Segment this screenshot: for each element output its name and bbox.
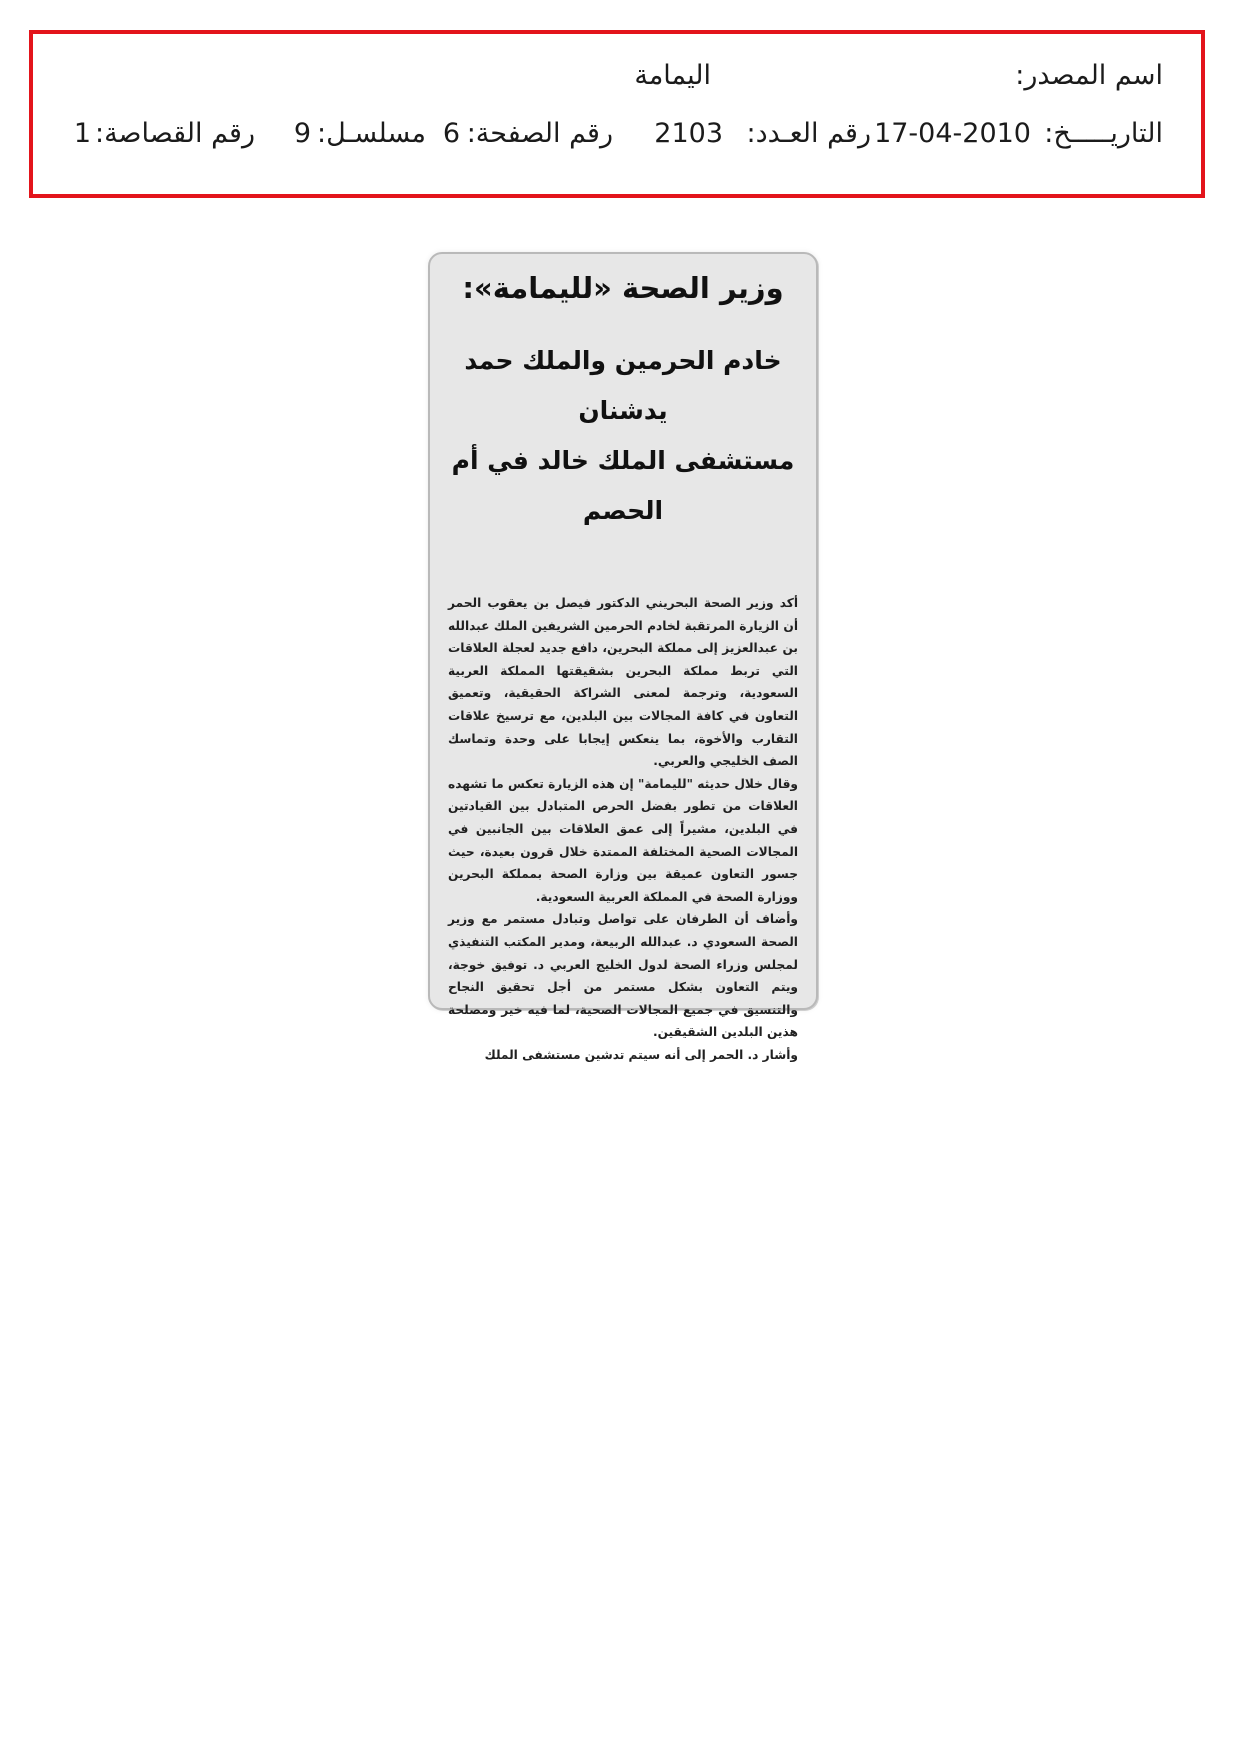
headline-line-1: خادم الحرمين والملك حمد يدشنان — [464, 346, 782, 425]
date-value: 17-04-2010 — [874, 118, 1031, 149]
clip-label: رقم القصاصة: — [94, 118, 255, 149]
newspaper-clipping — [428, 252, 818, 1062]
article-paragraph: وقال خلال حديثه "لليمامة" إن هذه الزيارة تعكس ما تشهده العلاقات من تطور بفضل الحرص المتبادل بين القيادتين في البلدين، مشيراً إلى عمق العلاقات بين الجانبين في المجالات الصحية المختلفة الممتدة خلال قرون بعيدة، حيث جسور التعاون عميقة بين وزارة الصحة بمملكة البحرين ووزارة الصحة في المملكة العربية السعودية. — [448, 776, 798, 904]
page-value: 6 — [442, 118, 460, 149]
article-kicker: وزير الصحة «لليمامة»: — [462, 271, 784, 305]
serial-value: 9 — [293, 118, 311, 149]
issue-value: 2103 — [654, 118, 723, 149]
metadata-row-details — [33, 114, 1201, 154]
source-label: اسم المصدر: — [1015, 60, 1163, 91]
source-value: اليمامة — [634, 60, 711, 91]
article-headline — [448, 336, 798, 536]
metadata-row-source — [33, 56, 1201, 96]
article-paragraph: وأضاف أن الطرفان على تواصل وتبادل مستمر مع وزير الصحة السعودي د. عبدالله الربيعة، ومدير المكتب التنفيذي لمجلس وزراء الصحة لدول الخليج العربي د. توفيق خوجة، ويتم التعاون بشكل مستمر من أجل تحقيق النجاح والتنسيق في جميع المجالات الصحية، لما فيه خير ومصلحة هذين البلدين الشقيقين. — [448, 912, 798, 1040]
serial-label: مسلسـل: — [316, 118, 426, 149]
article-body — [448, 592, 798, 1066]
article-paragraph: أكد وزير الصحة البحريني الدكتور فيصل بن يعقوب الحمر أن الزيارة المرتقبة لخادم الحرمين الشريفين الملك عبدالله بن عبدالعزيز إلى مملكة البحرين، دافع جديد لعجلة العلاقات التي تربط مملكة البحرين بشقيقتها المملكة العربية السعودية، وترجمة لمعنى الشراكة الحقيقية، وتعميق التعاون في كافة المجالات بين البلدين، مع ترسيخ علاقات التقارب والأخوة، بما ينعكس إيجابا على وحدة وتماسك الصف الخليجي والعربي. — [448, 596, 798, 769]
page-label: رقم الصفحة: — [466, 118, 613, 149]
article-paragraph: وأشار د. الحمر إلى أنه سيتم تدشين مستشفى الملك — [484, 1047, 798, 1062]
issue-label: رقم العـدد: — [746, 118, 871, 149]
clipping-metadata-box — [29, 30, 1205, 198]
clip-value: 1 — [73, 118, 91, 149]
date-label: التاريـــــخ: — [1044, 118, 1163, 149]
headline-line-2: مستشفى الملك خالد في أم الحصم — [451, 446, 795, 525]
